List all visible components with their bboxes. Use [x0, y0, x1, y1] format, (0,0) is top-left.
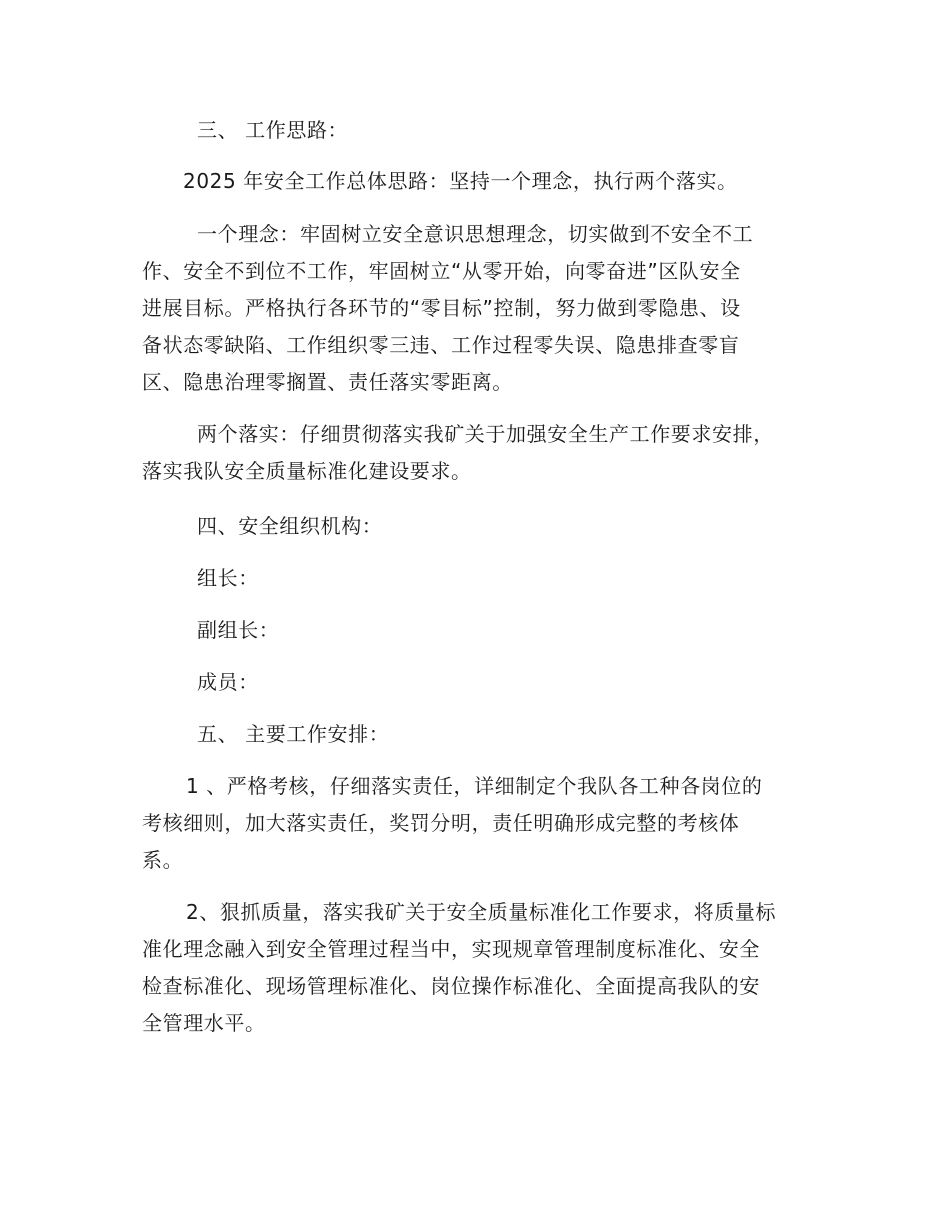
concept-paragraph-line: 进展目标。严格执行各环节的“零目标”控制，努力做到零隐患、设 — [142, 296, 741, 320]
group-leader-label: 组长： — [197, 566, 259, 590]
overall-approach-paragraph: 2025 年安全工作总体思路：坚持一个理念，执行两个落实。 — [183, 169, 738, 193]
section-3-heading: 三、 工作思路： — [197, 118, 349, 142]
work-item-1-line: 考核细则，加大落实责任，奖罚分明，责任明确形成完整的考核体 — [142, 811, 740, 835]
concept-paragraph-line: 备状态零缺陷、工作组织零三违、工作过程零失误、隐患排查零盲 — [142, 333, 740, 357]
concept-paragraph-line: 作、安全不到位不工作，牢固树立“从零开始，向零奋进”区队安全 — [142, 259, 741, 283]
members-label: 成员： — [197, 670, 259, 694]
work-item-2-line: 准化理念融入到安全管理过程当中，实现规章管理制度标准化、安全 — [142, 937, 760, 961]
work-item-1-line: 1 、严格考核，仔细落实责任，详细制定个我队各工种各岗位的 — [186, 774, 763, 798]
concept-paragraph-line: 区、隐患治理零搁置、责任落实零距离。 — [142, 370, 513, 394]
section-5-heading: 五、 主要工作安排： — [197, 722, 390, 746]
implementation-paragraph-line: 两个落实：仔细贯彻落实我矿关于加强安全生产工作要求安排， — [197, 422, 774, 446]
work-item-2-line: 2、狠抓质量，落实我矿关于安全质量标准化工作要求，将质量标 — [186, 900, 777, 924]
section-4-heading: 四、安全组织机构： — [197, 514, 383, 538]
concept-paragraph-line: 一个理念：牢固树立安全意识思想理念，切实做到不安全不工 — [197, 222, 754, 246]
implementation-paragraph-line: 落实我队安全质量标准化建设要求。 — [142, 459, 472, 483]
work-item-1-line: 系。 — [142, 848, 184, 872]
work-item-2-line: 全管理水平。 — [142, 1011, 266, 1035]
work-item-2-line: 检查标准化、现场管理标准化、岗位操作标准化、全面提高我队的安 — [142, 974, 760, 998]
deputy-leader-label: 副组长： — [197, 618, 280, 642]
